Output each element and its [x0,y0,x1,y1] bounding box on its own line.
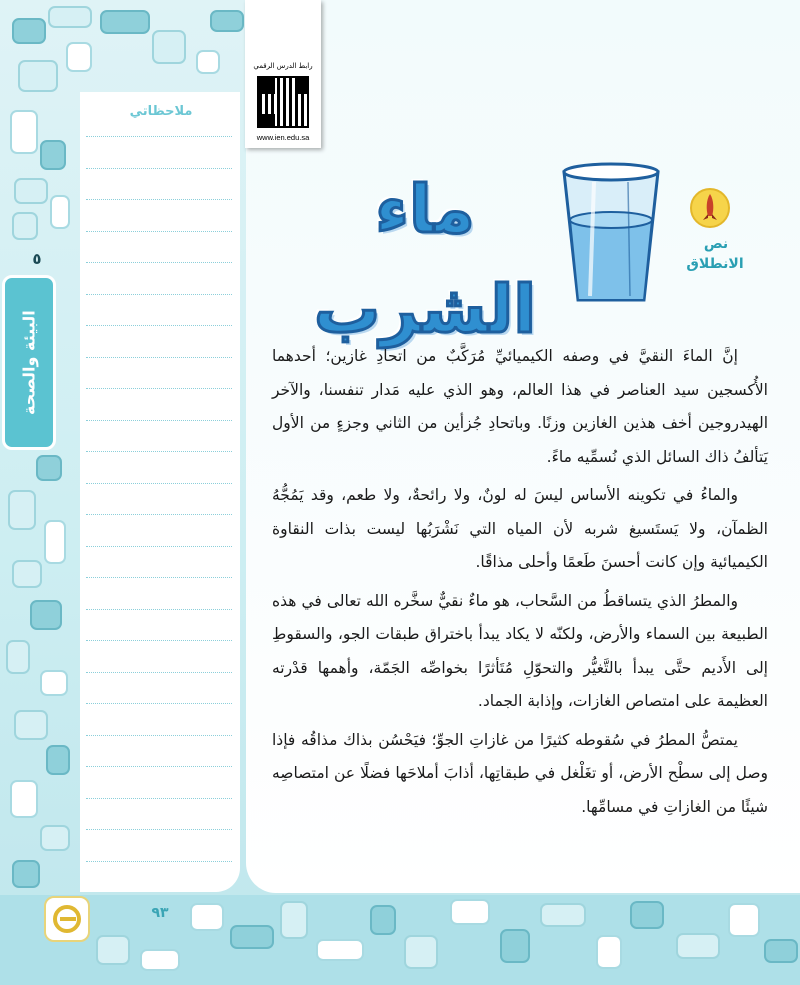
note-line [86,168,232,169]
note-line [86,514,232,515]
note-line [86,420,232,421]
qr-label: رابط الدرس الرقمي [253,62,313,70]
note-line [86,640,232,641]
note-line [86,735,232,736]
paragraph-1: إنَّ الماءَ النقيَّ في وصفه الكيميائيِّ مُرَكَّبٌ من اتحادِ غازين؛ أحدهما الأُكسجين سيد العناصر في هذا العالم، وهو الذي عليه مَدار تنفسنا، والآخر الهيدروجين أخف هذين الغازين وزنًا. وباتحادِ جُزأين من الثاني وجزءٍ من الأول يَتألفُ ذاك السائل الذي نُسمِّيه ماءً. [272,347,768,466]
note-line [86,577,232,578]
unit-title: البيئة والصحة [19,310,39,415]
qr-url[interactable]: www.ien.edu.sa [256,133,310,142]
note-line [86,294,232,295]
note-line [86,451,232,452]
lesson-body [272,340,768,829]
note-line [86,861,232,862]
note-line [86,609,232,610]
note-line [86,231,232,232]
note-line [86,483,232,484]
notes-title: ملاحظاتي [129,104,193,119]
note-line [86,798,232,799]
note-line [86,672,232,673]
note-line [86,262,232,263]
paragraph-3: والمطرُ الذي يتساقطُ من السَّحاب، هو ماءٌ نقيٌّ سخَّره الله تعالى في هذه الطبيعة بين السماء والأرض، ولكنّه لا يكاد يبدأ باختراق طبقات الجو، والسقوطِ إلى الأَديم حتَّى يبدأ بالتَّغيُّر والتحوّلِ مُتَأثرًا بخواصِّه الجَمّة، وأهمها قدْرته العظيمة على امتصاص الغازات، وإذابة الجماد. [272,591,768,710]
unit-tab [2,275,56,450]
paragraph-4: يمتصُّ المطرُ في سُقوطه كثيرًا من غازاتِ الجوِّ؛ فيَحْسُن بذاك مذاقُه فإذا وصل إلى سطْح الأرض، أو تغَلْغل في طبقاتِها، أذابَ أملاحَها فضلًا عن امتصاصِه شيئًا من الغازاتِ في مسامِّها. [272,730,768,816]
paragraph-2: والماءُ في تكوينه الأساس ليسَ له لونٌ، ولا رائحةٌ، ولا طعم، وقد يَمُجُّهُ الظمآن، ولا يَستَسيغ شربه لأن المياه التي نَشْرَبُها ليست بذات النقاوة الكيميائية وإن كانت أحسنَ طَعمًا وأحلى مذاقًا. [272,486,768,571]
bottom-pattern-band [0,895,800,985]
rocket-badge-icon [690,188,730,228]
note-line [86,325,232,326]
note-line [86,199,232,200]
water-glass-icon [556,160,666,310]
qr-code-icon[interactable] [257,76,309,128]
note-line [86,357,232,358]
note-line [86,546,232,547]
notes-panel [80,92,240,892]
page-number: ٩٣ [151,905,169,921]
publisher-logo-icon [44,896,90,942]
note-line [86,388,232,389]
note-line [86,766,232,767]
note-line [86,829,232,830]
unit-number: ٥ [32,250,42,268]
badge-label-text: نص [703,236,729,252]
note-line [86,703,232,704]
badge-label-start: الانطلاق [686,256,744,272]
note-line [86,136,232,137]
lesson-title: ماء الشرب [314,171,536,348]
